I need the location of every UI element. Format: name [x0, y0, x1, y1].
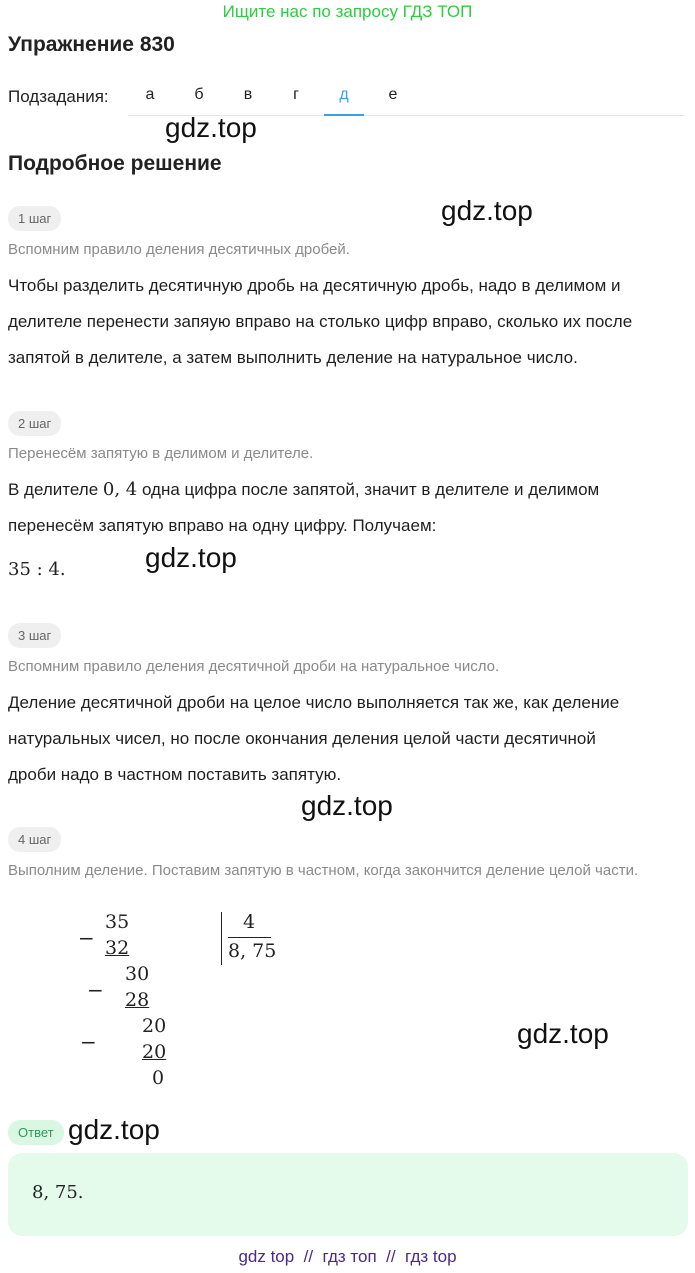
- expression: 35 : 4.: [8, 559, 66, 580]
- remainder-1: 30: [125, 963, 150, 985]
- step-2-line-end: одна цифра после запятой, значит в делителе и делимом: [137, 480, 600, 499]
- answer-badge: Ответ: [8, 1120, 64, 1145]
- subtrahend-1: 32: [105, 937, 130, 959]
- step-4-hint: Выполним деление. Поставим запятую в частном, когда закончится деление целой части.: [8, 862, 639, 879]
- step-1-line: Чтобы разделить десятичную дробь на десятичную дробь, надо в делимом и: [8, 276, 621, 295]
- step-3-line: натуральных чисел, но после окончания деления целой части десятичной: [8, 729, 596, 748]
- step-2-line: перенесём запятую вправо на одну цифру. Получаем:: [8, 516, 437, 535]
- division-rule: [228, 937, 271, 938]
- remainder-2: 20: [142, 1015, 167, 1037]
- step-1-line: запятой в делителе, а затем выполнить деление на натуральное число.: [8, 348, 578, 367]
- step-1-text: [8, 268, 688, 376]
- divisor-value: 0, 4: [102, 479, 138, 500]
- subtask-tab-d[interactable]: д: [324, 86, 364, 116]
- watermark: gdz.top: [517, 1018, 609, 1049]
- solution-title: Подробное решение: [8, 152, 222, 175]
- page-title: Упражнение 830: [8, 33, 175, 56]
- subtrahend-3: 20: [142, 1041, 167, 1063]
- answer-value: 8, 75.: [32, 1182, 84, 1203]
- subtask-tab-a[interactable]: а: [145, 86, 155, 103]
- divisor: 4: [243, 911, 256, 933]
- step-2-hint: Перенесём запятую в делимом и делителе.: [8, 445, 314, 462]
- subtask-tab-g[interactable]: г: [293, 86, 299, 103]
- step-2-line: [8, 472, 688, 508]
- minus-sign: −: [78, 926, 95, 950]
- quotient: 8, 75: [228, 940, 277, 962]
- step-2-badge: 2 шаг: [8, 411, 61, 436]
- answer-box: [8, 1153, 688, 1236]
- watermark: gdz.top: [301, 790, 393, 821]
- minus-sign: −: [87, 978, 104, 1002]
- step-1-badge: 1 шаг: [8, 206, 61, 231]
- subtask-tab-e[interactable]: е: [388, 86, 398, 103]
- promo-banner[interactable]: Ищите нас по запросу ГДЗ ТОП: [222, 2, 473, 21]
- watermark: gdz.top: [165, 112, 257, 143]
- minus-sign: −: [80, 1030, 97, 1054]
- step-3-badge: 3 шаг: [8, 623, 61, 648]
- final-remainder: 0: [152, 1067, 165, 1089]
- subtask-tab-v[interactable]: в: [243, 86, 253, 103]
- step-2-text: [8, 472, 688, 544]
- watermark: gdz.top: [145, 542, 237, 573]
- step-3-hint: Вспомним правило деления десятичной дроби на натуральное число.: [8, 658, 500, 675]
- step-1-hint: Вспомним правило деления десятичных дробей.: [8, 241, 350, 258]
- step-3-line: Деление десятичной дроби на целое число выполняется так же, как деление: [8, 693, 620, 712]
- subtask-tab-b[interactable]: б: [194, 86, 204, 103]
- step-4-badge: 4 шаг: [8, 827, 61, 852]
- step-2-line-start: В делителе: [8, 480, 103, 499]
- subtasks-label: Подзадания:: [8, 87, 109, 106]
- step-3-text: [8, 685, 688, 793]
- step-3-line: дроби надо в частном поставить запятую.: [8, 765, 342, 784]
- division-bar: [221, 912, 222, 965]
- watermark: gdz.top: [441, 195, 533, 226]
- dividend: 35: [105, 911, 130, 933]
- watermark: gdz.top: [68, 1114, 160, 1145]
- footer-links[interactable]: gdz top // гдз топ // гдз top: [238, 1247, 457, 1266]
- step-1-line: делителе перенести запяую вправо на столько цифр вправо, сколько их после: [8, 312, 633, 331]
- subtrahend-2: 28: [125, 989, 150, 1011]
